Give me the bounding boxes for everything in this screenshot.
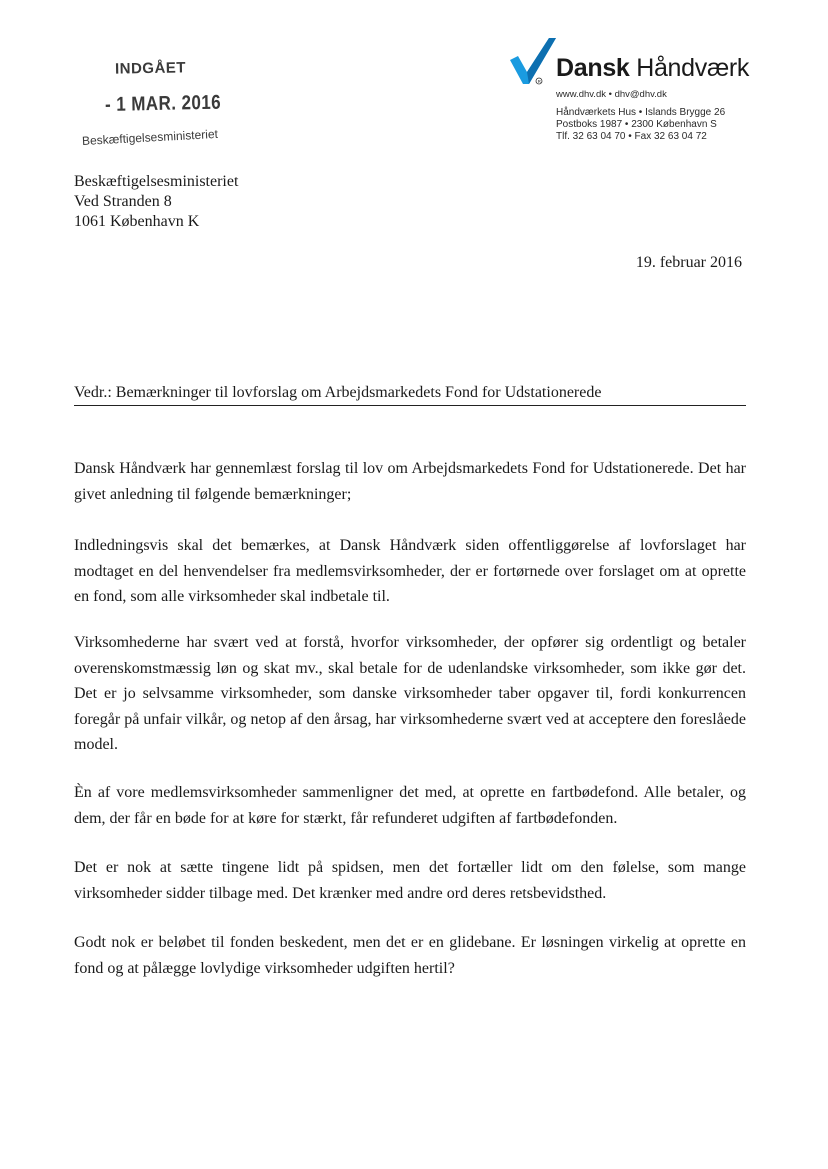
svg-text:R: R	[537, 79, 541, 84]
stamp-organization: Beskæftigelsesministeriet	[81, 126, 219, 148]
body-paragraph: Indledningsvis skal det bemærkes, at Dansk Håndværk siden offentliggørelse af lovforslaget har modtaget en del henvendelser fra medlemsvirksomheder, der er fortørnede over forslaget om at oprette en fond, som alle virksomheder skal indbetale til.	[74, 537, 746, 605]
letter-date: 19. februar 2016	[635, 254, 742, 271]
stamp-date: - 1 MAR. 2016	[104, 91, 222, 116]
recipient-line: 1061 København K	[74, 213, 200, 230]
address-line: Håndværkets Hus • Islands Brygge 26	[556, 107, 726, 118]
body-paragraph: Det er nok at sætte tingene lidt på spidsen, men det fortæller lidt om den følelse, som mange virksomheder sidder tilbage med. Det krænker med andre ord deres retsbevidsthed.	[74, 859, 746, 902]
subject-divider	[74, 405, 746, 406]
body-paragraph: Èn af vore medlemsvirksomheder sammenligner det med, at oprette en fartbødefond. Alle betaler, og dem, der får en bøde for at køre for stærkt, får refunderet udgiften af fartbødefonden.	[74, 784, 746, 827]
body-paragraph: Dansk Håndværk har gennemlæst forslag til lov om Arbejdsmarkedets Fond for Udstationerede. Det har givet anledning til følgende bemærkninger;	[74, 460, 746, 503]
body-paragraph: Godt nok er beløbet til fonden beskedent, men det er en glidebane. Er løsningen virkelig at oprette en fond og at pålægge lovlydige virksomheder udgiften hertil?	[74, 934, 746, 977]
received-stamp	[80, 58, 250, 158]
brand-name	[556, 54, 749, 83]
body-paragraph: Virksomhederne har svært ved at forstå, hvorfor virksomheder, der opfører sig ordentligt og betaler overenskomstmæssig løn og skat mv., skal betale for de udenlandske virksomheder, som ikke gør det. Det er jo selvsamme virksomheder, som danske virksomheder taber opgaver til, fordi konkurrencen foregår på unfair vilkår, og netop af den årsag, har virksomhederne svært ved at acceptere den foreslåede model.	[74, 634, 746, 753]
subject-line: Vedr.: Bemærkninger til lovforslag om Arbejdsmarkedets Fond for Udstationerede	[74, 384, 602, 401]
brand-name-rest: Håndværk	[629, 54, 750, 82]
letterhead-web: www.dhv.dk • dhv@dhv.dk	[556, 89, 667, 100]
address-line: Tlf. 32 63 04 70 • Fax 32 63 04 72	[556, 131, 707, 142]
brand-name-bold: Dansk	[556, 54, 630, 82]
letterhead-address	[556, 107, 725, 143]
letterhead	[508, 36, 748, 146]
checkmark-logo-icon	[508, 36, 558, 88]
recipient-line: Beskæftigelsesministeriet	[74, 173, 239, 190]
recipient-address	[74, 172, 238, 232]
stamp-received-label: INDGÅET	[114, 59, 187, 78]
recipient-line: Ved Stranden 8	[74, 193, 172, 210]
address-line: Postboks 1987 • 2300 København S	[556, 119, 717, 130]
